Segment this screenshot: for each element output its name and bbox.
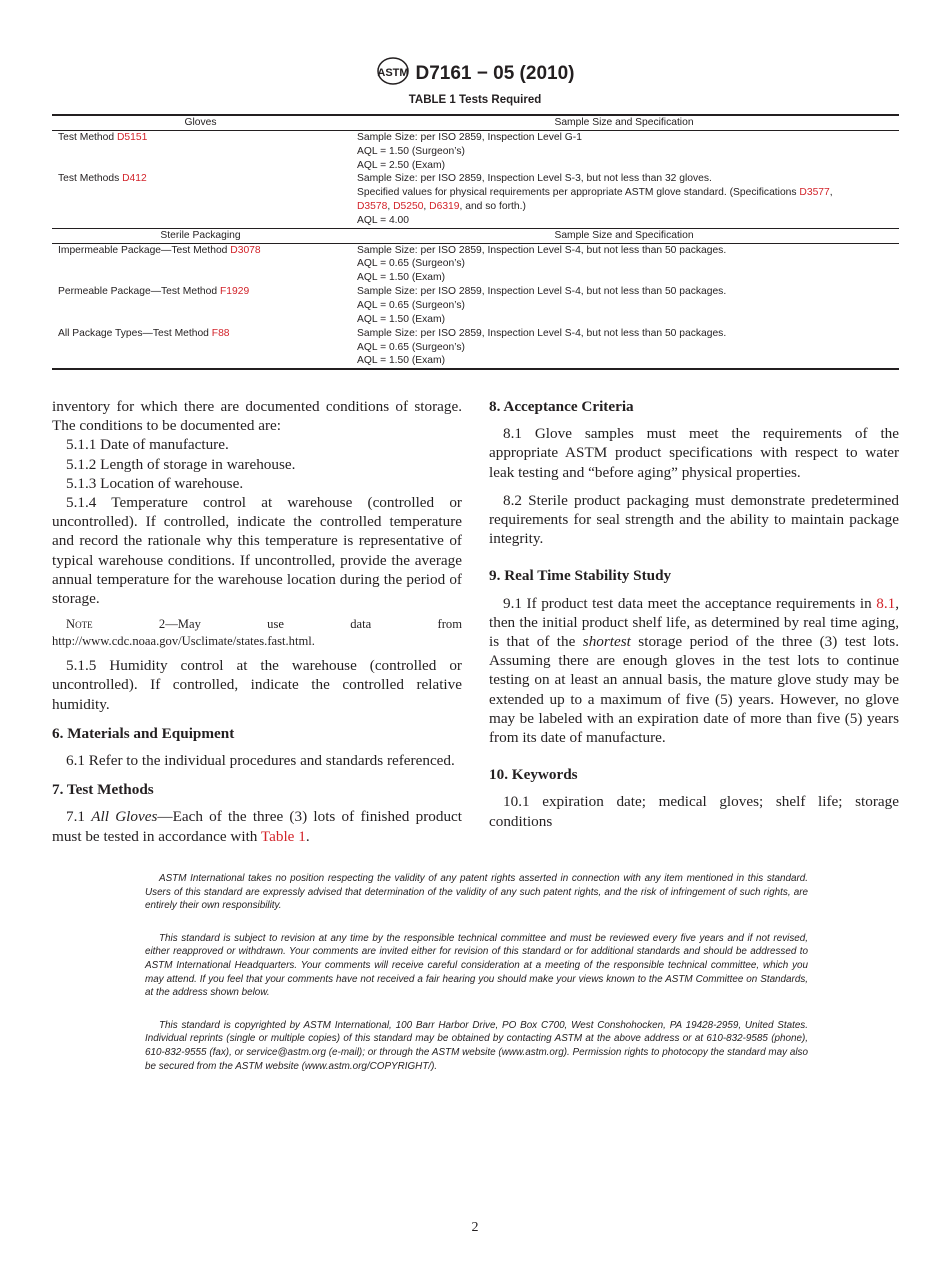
cell-line: AQL = 0.65 (Surgeon’s): [357, 299, 465, 311]
ref-link[interactable]: F1929: [219, 286, 250, 298]
cell-line: Sample Size: per ISO 2859, Inspection Level S-3, but not less than 32 gloves.: [357, 173, 712, 185]
cell-text: Specified values for physical requirements per appropriate ASTM glove standard. (Specifications: [357, 187, 800, 199]
column-header: Sample Size and Specification: [554, 117, 694, 128]
text: , then the initial product shelf life, as determined by real time aging, is that of the: [489, 594, 899, 651]
cell-line: AQL = 2.50 (Exam): [357, 159, 446, 171]
section-8-1-link[interactable]: 8.1: [876, 594, 896, 612]
svg-text:ASTM: ASTM: [376, 67, 409, 79]
paragraph: 5.1.2 Length of storage in warehouse.: [66, 455, 296, 473]
ref-link[interactable]: D3577: [799, 187, 830, 199]
note-label: Note 2: [66, 617, 166, 632]
copyright-notice: This standard is copyrighted by ASTM International, 100 Barr Harbor Drive, PO Box C700, West Conshohocken, PA 19428-2959, United States. Individual reprints (single or multiple copies) of this standard may be obtained by contacting ASTM at the above address or at 610-832-9585 (phone), 610-832-9555 (fax), or service@astm.org (e-mail); or through the ASTM website (www.astm.org). Permission rights to photocopy the standard may also be secured from the ASTM website (www.astm.org/COPYRIGHT/).: [145, 1019, 808, 1072]
paragraph: 5.1.4 Temperature control at warehouse (controlled or uncontrolled). If controlled, indicate the controlled temperature and record the rationale why this temperature is representative of typical warehouse conditions. If uncontrolled, provide the average annual temperature for the warehouse location during the period of storage.: [52, 494, 462, 608]
table-header-packaging: [52, 228, 899, 244]
cell-text: ,: [423, 201, 430, 213]
text: .: [305, 827, 310, 845]
ref-link[interactable]: D412: [122, 173, 147, 185]
ref-link[interactable]: D5250: [393, 201, 424, 213]
cell-line: AQL = 4.00: [357, 214, 409, 226]
cell-text: , and so forth.): [459, 201, 526, 213]
row-label: Test Method: [58, 131, 117, 143]
section-heading: 6. Materials and Equipment: [52, 724, 235, 742]
paragraph: 5.1.3 Location of warehouse.: [66, 474, 244, 492]
text: storage period of the three (3) test lots. Assuming there are enough gloves in the test lots to continue testing on at least an annual basis, the mature glove study may be extended up to a maximum of five (5) years. However, no glove may be labeled with an expiration date of more than five (5) years from its date of manufacture.: [489, 633, 899, 747]
patent-notice: ASTM International takes no position respecting the validity of any patent rights asserted in connection with any item mentioned in this standard. Users of this standard are expressly advised that determination of the validity of any such patent rights, and the risk of infringement of such rights, are entirely their own responsibility.: [145, 873, 808, 912]
cell-line: Sample Size: per ISO 2859, Inspection Level S-4, but not less than 50 packages.: [357, 244, 727, 256]
cell-line: AQL = 1.50 (Exam): [357, 355, 446, 367]
paragraph: 5.1.5 Humidity control at the warehouse (controlled or uncontrolled). If controlled, indicate the controlled relative humidity.: [52, 657, 462, 713]
table-header-gloves: [52, 116, 899, 131]
ref-link[interactable]: D3078: [230, 244, 261, 256]
paragraph: 6.1 Refer to the individual procedures and standards referenced.: [66, 752, 455, 770]
section-heading: 7. Test Methods: [52, 781, 154, 799]
table-row: [52, 172, 899, 227]
table-1-link[interactable]: Table 1: [260, 827, 306, 845]
paragraph: 8.1 Glove samples must meet the requirements of the appropriate ASTM product specifications with respect to water leak testing and “before aging” physical properties.: [489, 425, 899, 481]
cell-line: Sample Size: per ISO 2859, Inspection Level S-4, but not less than 50 packages.: [357, 286, 727, 298]
designation: D7161 − 05 (2010): [415, 63, 575, 85]
cell-text: ,: [387, 201, 394, 213]
emphasis: All Gloves: [91, 808, 158, 826]
row-label: Impermeable Package—Test Method: [58, 244, 231, 256]
section-heading: 9. Real Time Stability Study: [489, 567, 672, 585]
ref-link[interactable]: F88: [211, 327, 230, 339]
table-row: [52, 131, 899, 173]
cell-line: AQL = 1.50 (Exam): [357, 313, 446, 325]
astm-logo-icon: [376, 56, 410, 92]
table-row: [52, 327, 899, 369]
document-header: [0, 56, 950, 92]
cell-line: AQL = 1.50 (Surgeon’s): [357, 145, 465, 157]
cell-line: Specified values for physical requirements per appropriate ASTM glove standard. (Specifications D3577, D3578, D5250, D6319, and so forth.): [357, 187, 833, 213]
table-row: [52, 244, 899, 286]
paragraph: [52, 807, 462, 845]
revision-notice: This standard is subject to revision at any time by the responsible technical committee and must be reviewed every five years and if not revised, either reapproved or withdrawn. Your comments are invited either for revision of this standard or for additional standards and should be addressed to ASTM International Headquarters. Your comments will receive careful consideration at a meeting of the responsible technical committee, which you may attend. If you feel that your comments have not received a fair hearing you should make your views known to the ASTM Committee on Standards, at the address shown below.: [145, 932, 808, 999]
section-heading: 10. Keywords: [489, 766, 578, 784]
paragraph: inventory for which there are documented conditions of storage. The conditions to be documented are:: [52, 398, 462, 435]
cell-line: AQL = 1.50 (Exam): [357, 272, 446, 284]
paragraph: [489, 594, 899, 748]
cell-line: AQL = 0.65 (Surgeon’s): [357, 258, 465, 270]
column-header: Sample Size and Specification: [554, 229, 694, 241]
page-number: 2: [471, 1220, 479, 1235]
column-header: Gloves: [184, 117, 217, 128]
note-text: —May use data from http://www.cdc.noaa.gov/Usclimate/states.fast.html.: [52, 617, 462, 649]
row-label: Test Methods: [58, 173, 123, 185]
table-row: [52, 285, 899, 327]
section-heading: 8. Acceptance Criteria: [489, 398, 634, 415]
column-header: Sterile Packaging: [160, 229, 241, 241]
legal-footer: [145, 872, 808, 1092]
ref-link[interactable]: D6319: [429, 201, 460, 213]
emphasis: shortest: [582, 633, 631, 651]
cell-line: Sample Size: per ISO 2859, Inspection Level S-4, but not less than 50 packages.: [357, 327, 727, 339]
paragraph: 5.1.1 Date of manufacture.: [66, 436, 229, 454]
ref-link[interactable]: D3578: [357, 201, 388, 213]
left-column: [52, 397, 462, 846]
paragraph: 8.2 Sterile product packaging must demonstrate predetermined requirements for seal strength and the ability to maintain package integrity.: [489, 491, 899, 548]
row-label: All Package Types—Test Method: [58, 327, 212, 339]
cell-line: Sample Size: per ISO 2859, Inspection Level G-1: [357, 131, 582, 143]
cell-line: AQL = 0.65 (Surgeon’s): [357, 341, 465, 353]
right-column: [489, 397, 899, 831]
text: 7.1: [66, 808, 92, 826]
text: 9.1 If product test data meet the acceptance requirements in: [503, 594, 877, 612]
ref-link[interactable]: D5151: [116, 131, 148, 143]
table-caption: TABLE 1 Tests Required: [408, 94, 542, 106]
paragraph: 10.1 expiration date; medical gloves; shelf life; storage conditions: [489, 793, 899, 830]
row-label: Permeable Package—Test Method: [58, 286, 220, 298]
note: [52, 616, 462, 650]
text: —Each of the three (3) lots of finished product must be tested in accordance with: [52, 808, 463, 845]
tests-required-table: [52, 114, 899, 370]
